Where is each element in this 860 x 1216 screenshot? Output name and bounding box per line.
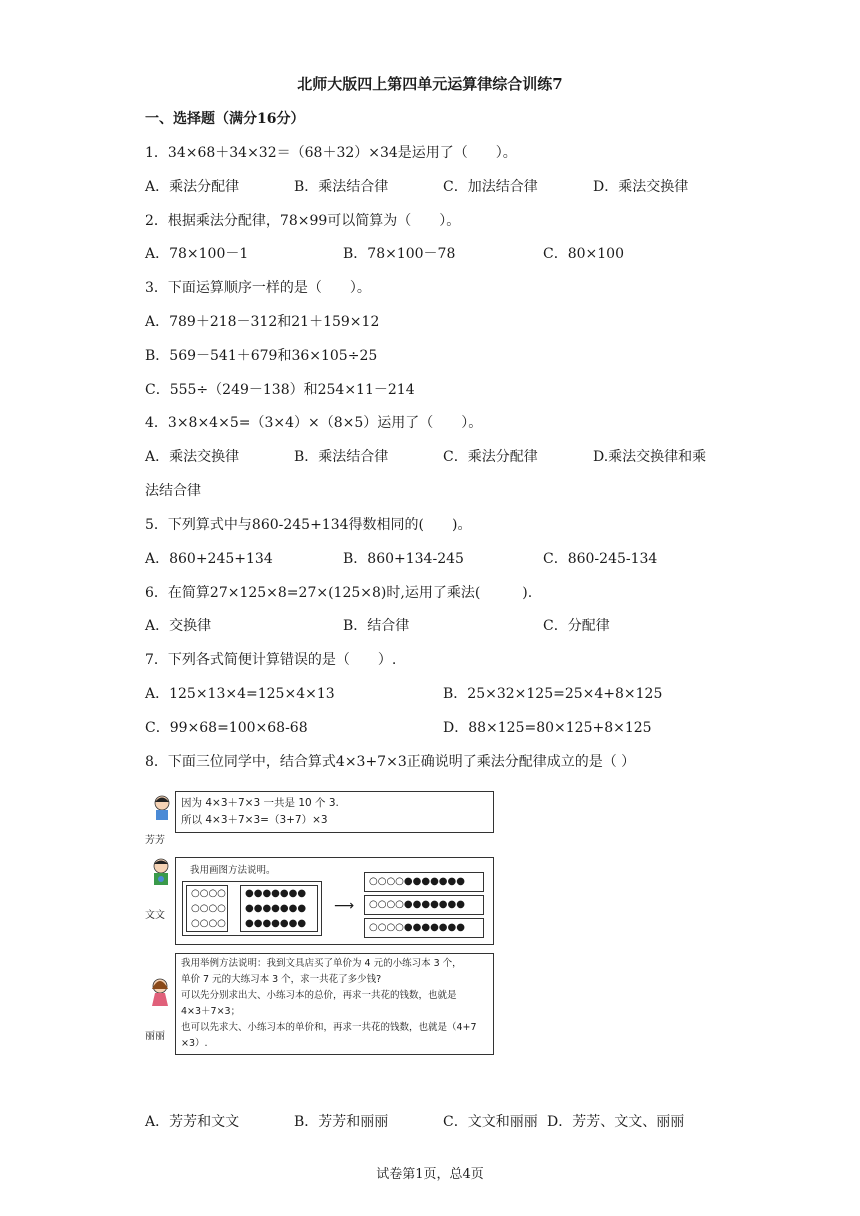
solid-group: [240, 885, 318, 932]
q1-option-d[interactable]: D．乘法交换律: [593, 179, 689, 195]
q7-option-b[interactable]: B．25×32×125=25×4+8×125: [443, 686, 663, 702]
solid-row-1: ●●●●●●●: [245, 888, 307, 899]
arrow-icon: ⟶: [334, 898, 355, 914]
wenwen-name: 文文: [145, 910, 165, 921]
hollow-row-1: ○○○○: [191, 888, 226, 899]
question-3: 3．下面运算顺序一样的是（ ）。: [145, 280, 371, 296]
q7-option-d[interactable]: D．88×125=80×125+8×125: [443, 720, 652, 736]
q4-option-d[interactable]: D.乘法交换律和乘: [593, 449, 707, 465]
q4-option-b[interactable]: B．乘法结合律: [294, 449, 389, 465]
question-5: 5．下列算式中与860-245+134得数相同的( )。: [145, 517, 472, 533]
combined-row-1-dots: ○○○○●●●●●●●: [369, 876, 465, 887]
question-8: 8．下面三位同学中，结合算式4×3+7×3正确说明了乘法分配律成立的是（ ）: [145, 754, 636, 770]
fangfang-avatar-icon: [149, 793, 175, 823]
q5-option-b[interactable]: B．860+134-245: [343, 551, 464, 567]
combined-row-3: [364, 918, 484, 938]
q4-option-c[interactable]: C．乘法分配律: [443, 449, 538, 465]
q4-option-a[interactable]: A．乘法交换律: [145, 449, 240, 465]
wenwen-caption: 我用画图方法说明。: [190, 865, 276, 876]
q2-option-c[interactable]: C．80×100: [543, 246, 624, 262]
lili-line-5: 也可以先求大、小练习本的单价和，再求一共花的钱数，也就是（4+7: [181, 1022, 477, 1033]
lili-line-6: ×3）.: [181, 1038, 208, 1049]
lili-avatar-icon: [147, 977, 173, 1007]
q5-option-c[interactable]: C．860-245-134: [543, 551, 658, 567]
fangfang-line-2: 所以 4×3＋7×3=（3+7）×3: [181, 814, 328, 826]
q4-option-d-continued: 法结合律: [145, 483, 201, 499]
q8-option-c[interactable]: C．文文和丽丽: [443, 1114, 538, 1130]
solid-row-3: ●●●●●●●: [245, 918, 307, 929]
lili-line-4: 4×3＋7×3；: [181, 1006, 241, 1017]
page-title: 北师大版四上第四单元运算律综合训练7: [297, 75, 563, 93]
q6-option-b[interactable]: B．结合律: [343, 618, 410, 634]
q7-option-a[interactable]: A．125×13×4=125×4×13: [145, 686, 335, 702]
question-6: 6．在简算27×125×8=27×(125×8)时,运用了乘法( ).: [145, 585, 533, 601]
q8-option-b[interactable]: B．芳芳和丽丽: [294, 1114, 389, 1130]
question-7: 7．下列各式简便计算错误的是（ ）.: [145, 652, 397, 668]
combined-row-3-dots: ○○○○●●●●●●●: [369, 922, 465, 933]
q1-option-a[interactable]: A．乘法分配律: [145, 179, 240, 195]
combined-row-2-dots: ○○○○●●●●●●●: [369, 899, 465, 910]
question-2: 2．根据乘法分配律，78×99可以简算为（ ）。: [145, 213, 461, 229]
solid-row-2: ●●●●●●●: [245, 903, 307, 914]
combined-row-1: [364, 872, 484, 892]
lili-line-3: 可以先分别求出大、小练习本的总价，再求一共花的钱数，也就是: [181, 990, 457, 1001]
hollow-group: [186, 885, 228, 932]
q8-figure: [145, 787, 497, 1057]
fangfang-name: 芳芳: [145, 835, 165, 846]
wenwen-avatar-icon: [148, 857, 174, 887]
page-footer: 试卷第1页，总4页: [376, 1167, 484, 1182]
q1-option-c[interactable]: C．加法结合律: [443, 179, 538, 195]
q6-option-a[interactable]: A．交换律: [145, 618, 212, 634]
q6-option-c[interactable]: C．分配律: [543, 618, 610, 634]
question-1: 1．34×68＋34×32＝（68＋32）×34是运用了（ ）。: [145, 145, 517, 161]
lili-line-2: 单价 7 元的大练习本 3 个，求一共花了多少钱?: [181, 974, 382, 985]
hollow-row-2: ○○○○: [191, 903, 226, 914]
fangfang-box: [175, 791, 494, 833]
lili-name: 丽丽: [145, 1031, 165, 1042]
q3-option-c[interactable]: C．555÷（249－138）和254×11－214: [145, 382, 415, 398]
q3-option-b[interactable]: B．569－541＋679和36×105÷25: [145, 348, 378, 364]
fangfang-line-1: 因为 4×3＋7×3 一共是 10 个 3.: [181, 797, 339, 809]
lili-box: [175, 953, 494, 1055]
q7-option-c[interactable]: C．99×68=100×68-68: [145, 720, 308, 736]
combined-row-2: [364, 895, 484, 915]
q2-option-b[interactable]: B．78×100－78: [343, 246, 456, 262]
q1-option-b[interactable]: B．乘法结合律: [294, 179, 389, 195]
hollow-row-3: ○○○○: [191, 918, 226, 929]
question-4: 4．3×8×4×5=（3×4）×（8×5）运用了（ ）。: [145, 415, 483, 431]
q2-option-a[interactable]: A．78×100－1: [145, 246, 249, 262]
q3-option-a[interactable]: A．789＋218－312和21＋159×12: [145, 314, 380, 330]
section-heading: 一、选择题（满分16分）: [145, 111, 305, 127]
q8-option-a[interactable]: A．芳芳和文文: [145, 1114, 240, 1130]
lili-line-1: 我用举例方法说明：我到文具店买了单价为 4 元的小练习本 3 个，: [181, 958, 462, 969]
wenwen-box: [175, 857, 494, 945]
wenwen-grouped-dots: [182, 881, 322, 936]
q8-option-d[interactable]: D．芳芳、文文、丽丽: [547, 1114, 685, 1130]
q5-option-a[interactable]: A．860+245+134: [145, 551, 273, 567]
